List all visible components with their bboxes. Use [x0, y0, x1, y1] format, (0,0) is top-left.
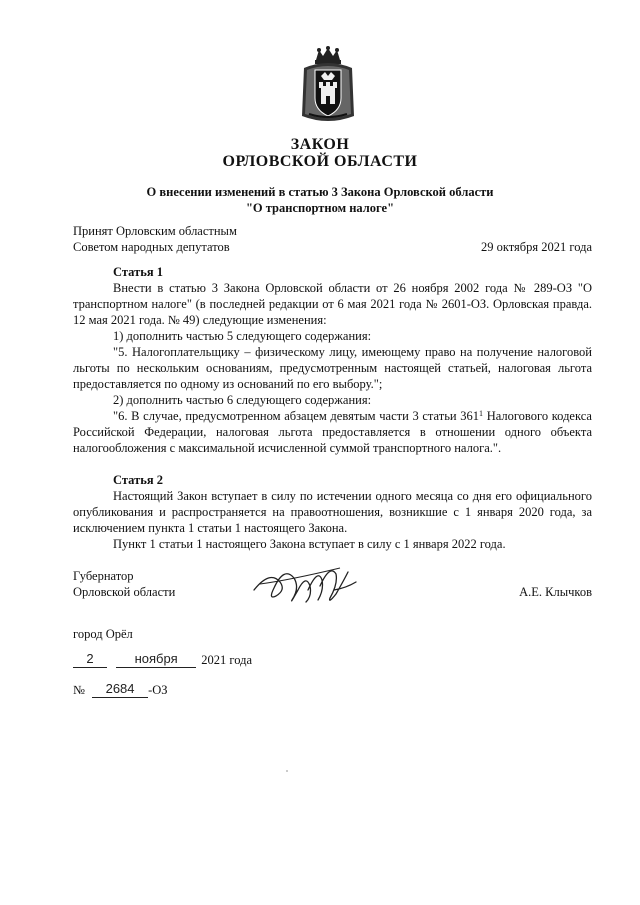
signatory-title — [73, 568, 175, 600]
article2-heading: Статья 2 — [113, 473, 163, 487]
signing-month: ноября — [116, 652, 196, 668]
signatory-title-line1: Губернатор — [73, 569, 134, 583]
article1-heading: Статья 1 — [113, 265, 163, 279]
subtitle-line1: О внесении изменений в статью 3 Закона Орловской области — [146, 185, 494, 199]
article1-item2: 2) дополнить частью 6 следующего содержания: — [113, 393, 372, 407]
article1-quote1: "5. Налогоплательщику – физическому лицу, имеющему право на получение налоговой льготы по нескольким основаниям, предусмотренным настоящей статьей, налоговая льгота предоставляется по одному из оснований по его выбору."; — [73, 345, 592, 391]
adoption-line1: Принят Орловским областным — [73, 224, 237, 238]
document-title-line1: ЗАКОН — [290, 136, 350, 153]
adoption-info — [73, 224, 237, 255]
quote2-part2: Налогового кодекса Российской Федерации, налоговая льгота предоставляется в отношении одного объекта налогообложения с максимальной исчисленной суммой транспортного налога.". — [73, 409, 592, 455]
signatory-title-line2: Орловской области — [73, 585, 176, 599]
article1-quote2 — [73, 408, 592, 456]
scan-speck — [286, 770, 288, 772]
signing-date — [73, 652, 252, 670]
signature-image — [250, 560, 360, 610]
law-number — [73, 682, 168, 700]
signing-day: 2 — [73, 652, 107, 668]
number-suffix: -ОЗ — [148, 683, 168, 697]
subtitle-line2: "О транспортном налоге" — [245, 201, 395, 215]
document-body — [73, 264, 592, 552]
number-value: 2684 — [92, 682, 148, 698]
number-prefix: № — [73, 683, 85, 697]
document-subtitle — [0, 184, 640, 216]
adoption-date: 29 октября 2021 года — [480, 240, 592, 254]
article2-para2: Пункт 1 статьи 1 настоящего Закона вступает в силу с 1 января 2022 года. — [113, 537, 506, 551]
quote2-part1: "6. В случае, предусмотренном абзацем девятым части 3 статьи 361 — [113, 409, 480, 423]
article1-item1: 1) дополнить частью 5 следующего содержания: — [113, 329, 372, 343]
article1-intro: Внести в статью 3 Закона Орловской области от 26 ноября 2002 года № 289-ОЗ "О транспортном налоге" (в последней редакции от 6 мая 2021 года № 2601-ОЗ. Орловская правда. 12 мая 2021 года. № 49) следующие изменения: — [73, 281, 592, 327]
quote2-superscript: 1 — [479, 409, 484, 418]
adoption-line2: Советом народных депутатов — [73, 239, 230, 254]
signing-year: 2021 года — [201, 653, 252, 667]
city: город Орёл — [73, 627, 133, 641]
article2-para1: Настоящий Закон вступает в силу по истечении одного месяца со дня его официального опубликования и распространяется на правоотношения, возникшие с 1 января 2020 года, за исключением пункта 1 статьи 1 настоящего Закона. — [73, 489, 592, 535]
coat-of-arms-icon — [299, 46, 357, 124]
document-title-line2: ОРЛОВСКОЙ ОБЛАСТИ — [222, 153, 418, 170]
signatory-name: А.Е. Клычков — [519, 585, 592, 599]
